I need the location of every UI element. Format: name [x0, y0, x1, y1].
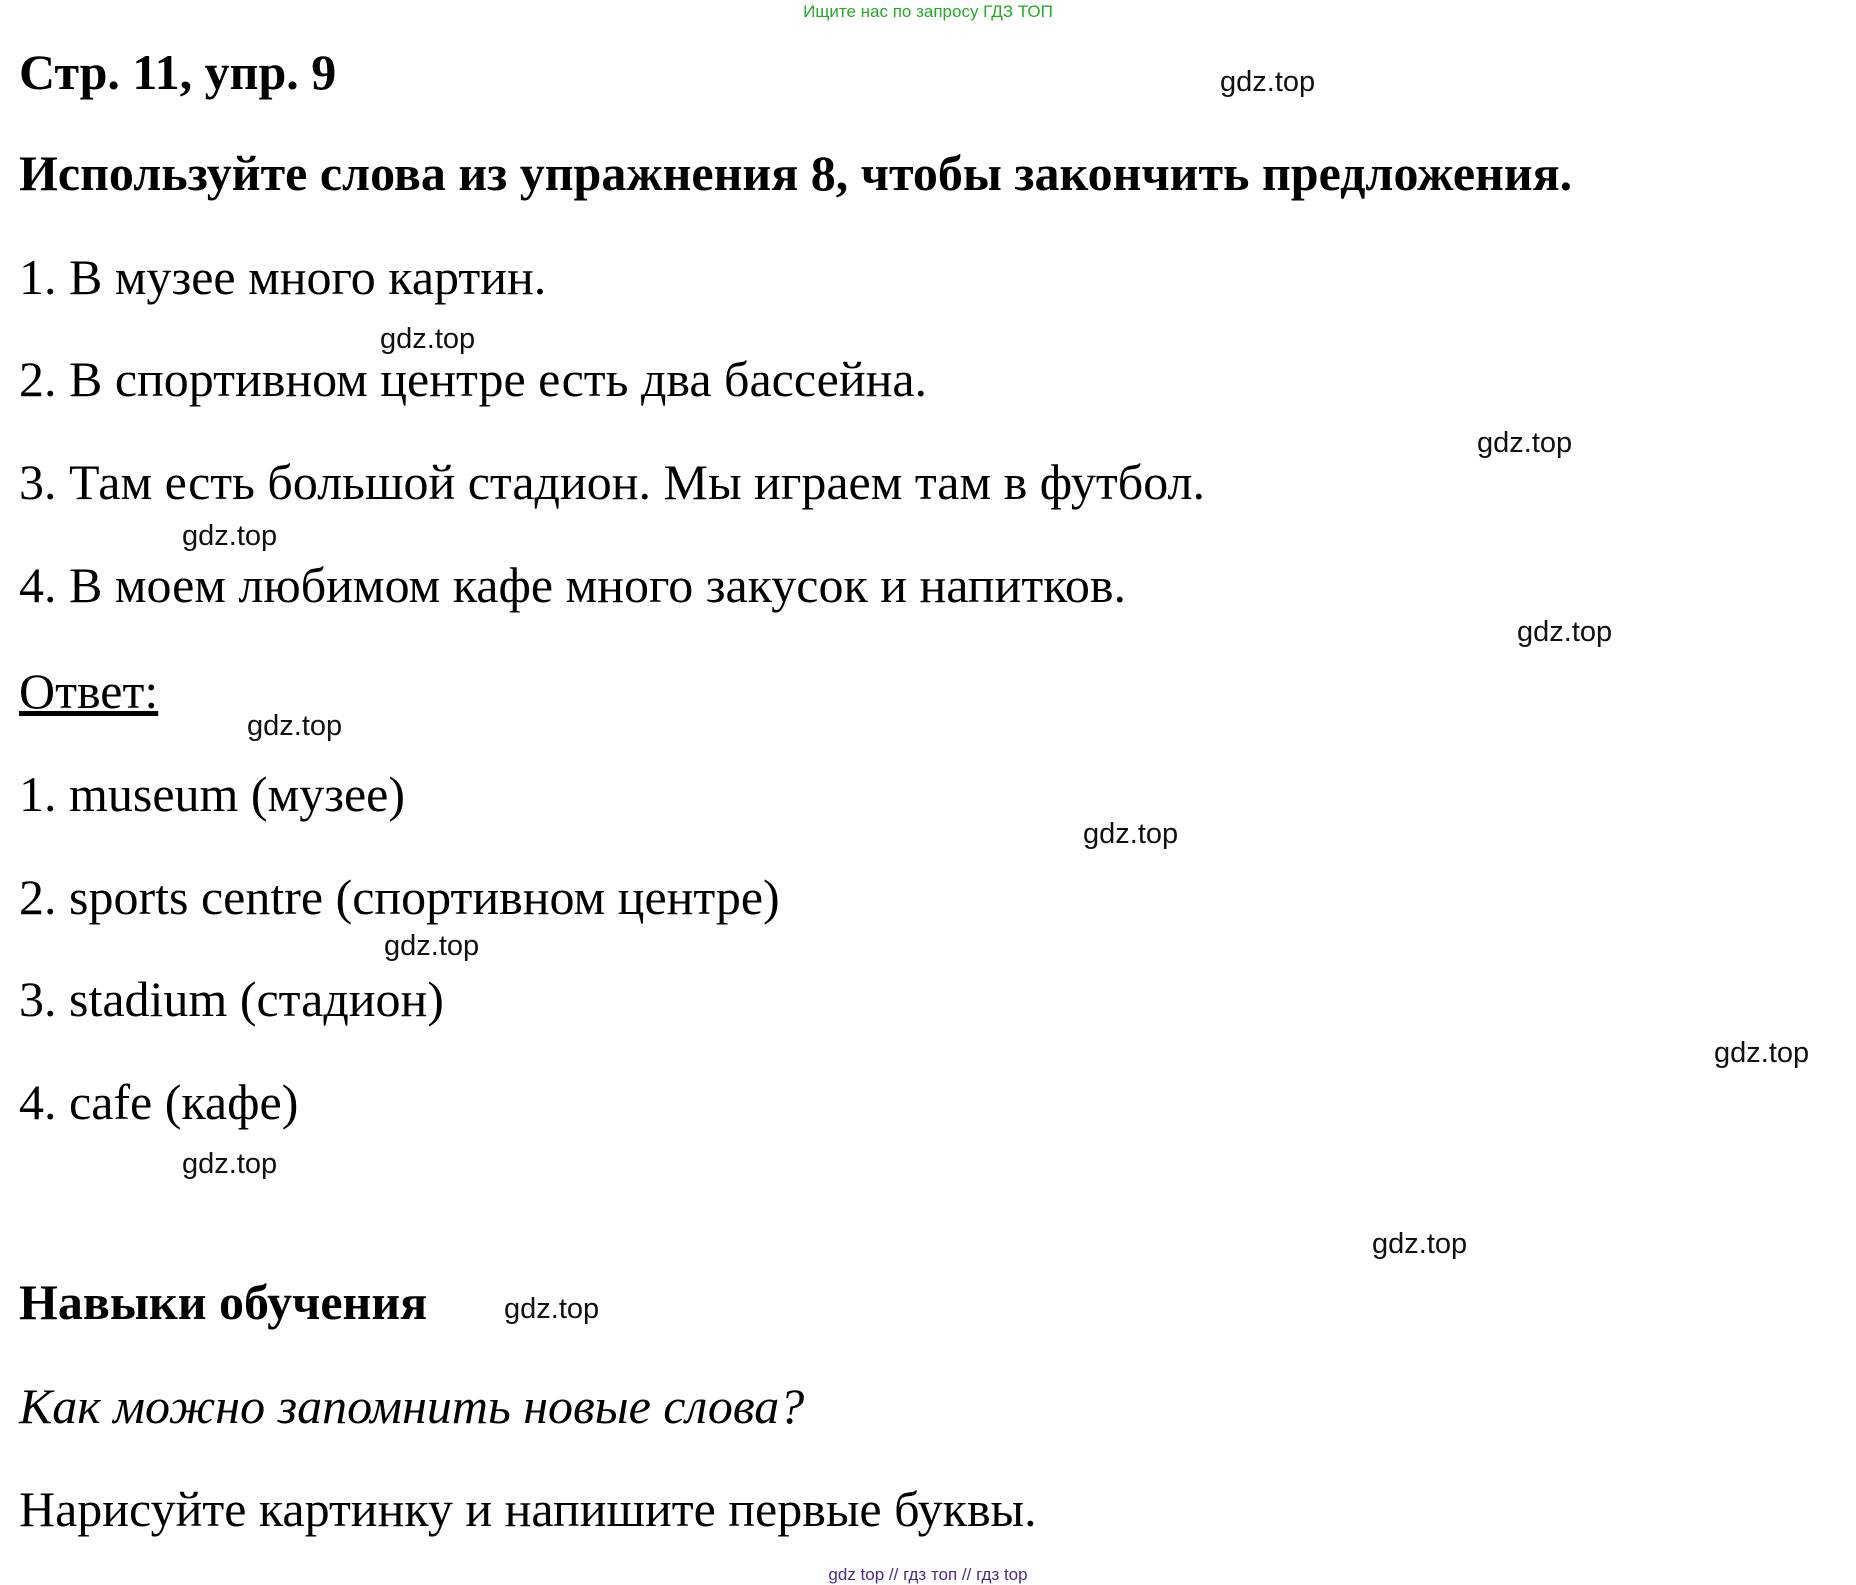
watermark: gdz.top — [1083, 818, 1179, 850]
watermark: gdz.top — [182, 1148, 278, 1180]
watermark: gdz.top — [380, 323, 476, 355]
page-title: Стр. 11, упр. 9 — [19, 44, 337, 100]
answer-2: 2. sports centre (спортивном центре) — [19, 869, 780, 925]
exercise-instruction: Используйте слова из упражнения 8, чтобы закончить предложения. — [19, 145, 1573, 201]
watermark: gdz.top — [384, 930, 480, 962]
watermark: gdz.top — [182, 520, 278, 552]
section-title: Навыки обучения — [19, 1274, 428, 1330]
watermark: gdz.top — [1477, 427, 1573, 459]
answer-4: 4. cafe (кафе) — [19, 1074, 299, 1130]
watermark: gdz.top — [1220, 66, 1316, 98]
watermark: gdz.top — [1714, 1037, 1810, 1069]
sentence-2: 2. В спортивном центре есть два бассейна. — [19, 351, 928, 407]
sentence-4: 4. В моем любимом кафе много закусок и напитков. — [19, 557, 1127, 613]
top-banner: Ищите нас по запросу ГДЗ ТОП — [803, 2, 1053, 21]
watermark: gdz.top — [247, 710, 343, 742]
watermark: gdz.top — [504, 1293, 600, 1325]
answer-1: 1. museum (музее) — [19, 766, 406, 822]
watermark: gdz.top — [1517, 616, 1613, 648]
footer-watermark: gdz top // гдз топ // гдз top — [828, 1565, 1028, 1584]
sentence-3: 3. Там есть большой стадион. Мы играем там в футбол. — [19, 454, 1205, 510]
answer-label: Ответ: — [19, 663, 159, 719]
question-text: Как можно запомнить новые слова? — [19, 1378, 805, 1434]
tip-text: Нарисуйте картинку и напишите первые буквы. — [19, 1481, 1037, 1537]
sentence-1: 1. В музее много картин. — [19, 249, 547, 305]
watermark: gdz.top — [1372, 1228, 1468, 1260]
answer-3: 3. stadium (стадион) — [19, 971, 444, 1027]
